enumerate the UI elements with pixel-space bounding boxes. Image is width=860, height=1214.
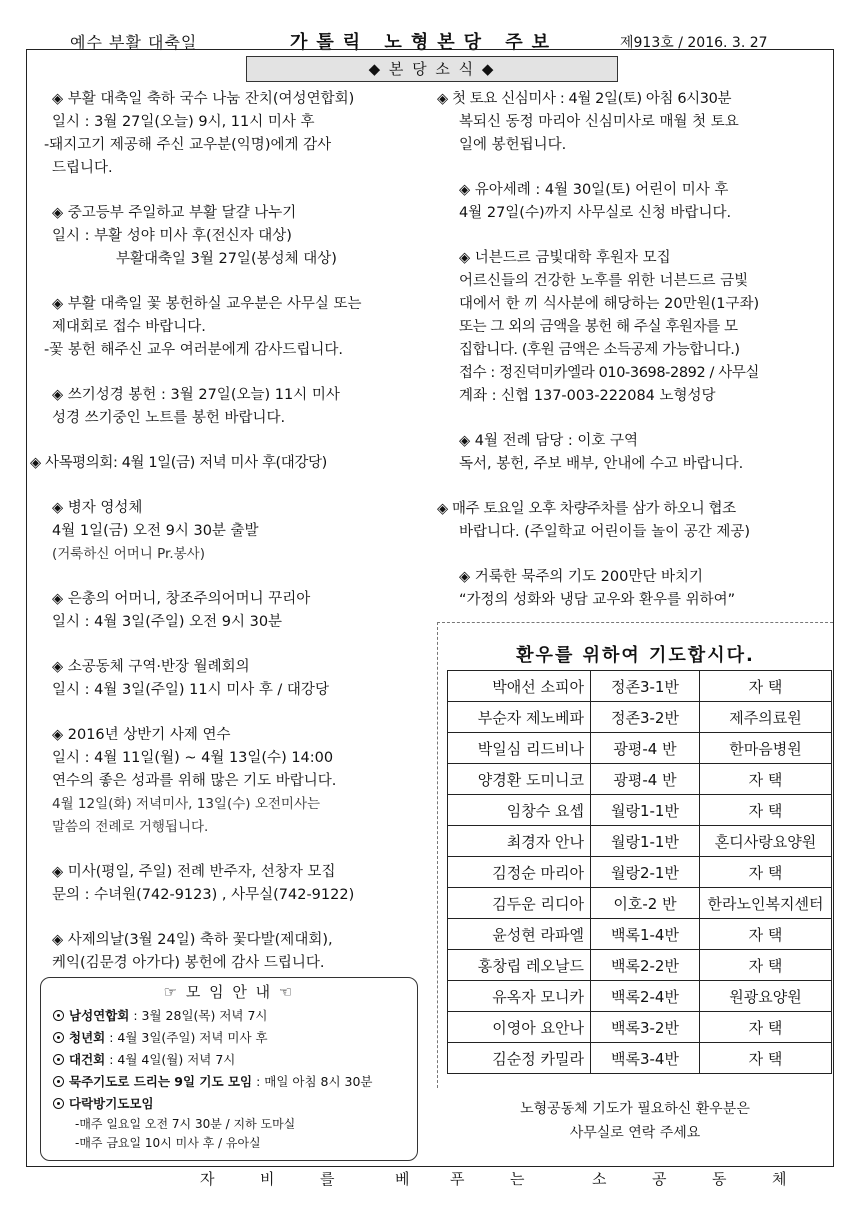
patient-place: 자 택	[700, 764, 832, 795]
meeting-line	[41, 1049, 417, 1071]
table-row	[448, 1012, 832, 1043]
motto-char: 공	[652, 1170, 667, 1188]
bullet-icon	[53, 1054, 64, 1065]
patient-footer	[437, 1097, 833, 1145]
table-row	[448, 981, 832, 1012]
patient-place: 한마음병원	[700, 733, 832, 764]
patient-place: 제주의료원	[700, 702, 832, 733]
patient-name: 김순정 카밀라	[448, 1043, 591, 1074]
notice-line: 접수 : 정진덕미카엘라 010-3698-2892 / 사무실	[459, 365, 760, 381]
table-row	[448, 764, 832, 795]
notice-item	[30, 656, 430, 702]
notice-heading: ◈ 사제의날(3월 24일) 축하 꽃다발(제대회),	[52, 932, 333, 948]
patient-name: 김두운 리디아	[448, 888, 591, 919]
notice-line: 일에 봉헌됩니다.	[459, 137, 567, 153]
patient-group: 정존3-1반	[591, 671, 700, 702]
table-row	[448, 826, 832, 857]
motto-char: 푸	[450, 1170, 465, 1188]
table-row	[448, 733, 832, 764]
notice-item	[437, 247, 832, 408]
meeting-time: : 4월 3일(주일) 저녁 미사 후	[105, 1030, 268, 1045]
notice-heading: ◈ 4월 전례 담당 : 이호 구역	[459, 433, 638, 449]
bullet-icon	[53, 1032, 64, 1043]
notice-heading: ◈ 첫 토요 신심미사 : 4월 2일(토) 아침 6시30분	[437, 91, 732, 107]
patient-name: 윤성현 라파엘	[448, 919, 591, 950]
table-row	[448, 950, 832, 981]
notice-line: 일시 : 3월 27일(오늘) 9시, 11시 미사 후	[52, 114, 315, 130]
motto-char: 비	[260, 1170, 275, 1188]
notice-line: 일시 : 4월 11일(월) ~ 4월 13일(수) 14:00	[52, 750, 334, 766]
notice-line: 일시 : 4월 3일(주일) 오전 9시 30분	[52, 614, 283, 630]
notice-line: 집합니다. (후원 금액은 소득공제 가능합니다.)	[459, 342, 740, 358]
notice-heading: ◈ 2016년 상반기 사제 연수	[52, 727, 231, 743]
patient-group: 백록1-4반	[591, 919, 700, 950]
patient-place: 자 택	[700, 857, 832, 888]
notice-line: 부활대축일 3월 27일(봉성체 대상)	[116, 251, 337, 267]
meeting-label: 다락방기도모임	[69, 1096, 154, 1111]
patient-name: 박일심 리드비나	[448, 733, 591, 764]
notice-line: 말씀의 전례로 거행됩니다.	[52, 819, 209, 835]
notice-item	[30, 88, 430, 180]
right-column	[437, 88, 832, 634]
notice-line: 일시 : 부활 성야 미사 후(전신자 대상)	[52, 228, 292, 244]
table-row	[448, 702, 832, 733]
patient-group: 이호-2 반	[591, 888, 700, 919]
table-row	[448, 919, 832, 950]
meeting-subline: -매주 금요일 10시 미사 후 / 유아실	[75, 1136, 261, 1150]
patient-name: 박애선 소피아	[448, 671, 591, 702]
notice-line: 4월 1일(금) 오전 9시 30분 출발	[52, 523, 259, 539]
meeting-label: 청년회	[69, 1030, 106, 1045]
patient-group: 광평-4 반	[591, 764, 700, 795]
notice-line: 4월 27일(수)까지 사무실로 신청 바랍니다.	[459, 205, 732, 221]
notice-heading: ◈ 소공동체 구역·반장 월례회의	[52, 659, 250, 675]
notice-line: 어르신들의 건강한 노후를 위한 너븐드르 금빛	[459, 273, 749, 289]
patient-group: 백록3-4반	[591, 1043, 700, 1074]
notice-line: 연수의 좋은 성과를 위해 많은 기도 바랍니다.	[52, 773, 337, 789]
notice-heading: ◈ 은총의 어머니, 창조주의어머니 꾸리아	[52, 591, 311, 607]
notice-line: 계좌 : 신협 137-003-222084 노형성당	[459, 388, 716, 404]
patient-place: 자 택	[700, 919, 832, 950]
notice-line: 4월 12일(화) 저녁미사, 13일(수) 오전미사는	[52, 796, 321, 812]
meeting-title: ☞ 모 임 안 내 ☜	[163, 983, 295, 1001]
patient-name: 최경자 안나	[448, 826, 591, 857]
notice-line: (거룩하신 어머니 Pr.봉사)	[52, 546, 205, 562]
patient-name: 임창수 요셉	[448, 795, 591, 826]
notice-line: -꽃 봉헌 해주신 교우 여러분에게 감사드립니다.	[44, 342, 344, 358]
patient-name: 유옥자 모니카	[448, 981, 591, 1012]
motto-char: 소	[592, 1170, 607, 1188]
notice-item	[437, 179, 832, 225]
notice-heading: ◈ 부활 대축일 축하 국수 나눔 잔치(여성연합회)	[52, 91, 355, 107]
table-row	[448, 1043, 832, 1074]
meeting-label: 남성연합회	[69, 1008, 130, 1023]
patient-place: 자 택	[700, 795, 832, 826]
patient-name: 김정순 마리아	[448, 857, 591, 888]
meeting-time: : 4월 4일(월) 저녁 7시	[105, 1052, 236, 1067]
notice-line: 일시 : 4월 3일(주일) 11시 미사 후 / 대강당	[52, 682, 329, 698]
meeting-time: : 매일 아침 8시 30분	[252, 1074, 373, 1089]
meeting-line	[41, 1071, 417, 1093]
left-column	[30, 88, 430, 997]
meeting-label: 대건회	[69, 1052, 106, 1067]
table-row	[448, 671, 832, 702]
notice-item	[30, 929, 430, 975]
notice-line: 복되신 동정 마리아 신심미사로 매월 첫 토요	[459, 114, 739, 130]
notice-item	[30, 724, 430, 839]
meeting-subline: -매주 일요일 오전 7시 30분 / 지하 도마실	[75, 1117, 296, 1131]
table-row	[448, 795, 832, 826]
patient-table	[447, 670, 832, 1074]
notice-item	[30, 293, 430, 362]
motto-char: 동	[712, 1170, 727, 1188]
notice-line: 제대회로 접수 바랍니다.	[52, 319, 206, 335]
notice-heading: ◈ 병자 영성체	[52, 500, 143, 516]
notice-item	[30, 452, 430, 475]
bullet-icon	[53, 1076, 64, 1087]
patient-group: 정존3-2반	[591, 702, 700, 733]
issue-date: 제913호 / 2016. 3. 27	[620, 35, 768, 51]
bullet-icon	[53, 1010, 64, 1021]
section-title: ◆ 본 당 소 식 ◆	[246, 56, 618, 82]
patient-footer-line: 노형공동체 기도가 필요하신 환우분은	[520, 1101, 750, 1117]
patient-group: 월랑1-1반	[591, 826, 700, 857]
meeting-line	[41, 1005, 417, 1027]
notice-line: 바랍니다. (주일학교 어린이들 놀이 공간 제공)	[459, 524, 751, 540]
patient-name: 양경환 도미니코	[448, 764, 591, 795]
notice-item	[30, 588, 430, 634]
notice-heading: ◈ 쓰기성경 봉헌 : 3월 27일(오늘) 11시 미사	[52, 387, 340, 403]
table-row	[448, 857, 832, 888]
patient-group: 백록3-2반	[591, 1012, 700, 1043]
meeting-line	[41, 1027, 417, 1049]
motto-char: 를	[320, 1170, 335, 1188]
motto-char: 체	[772, 1170, 787, 1188]
notice-heading: ◈ 너븐드르 금빛대학 후원자 모집	[459, 250, 671, 266]
feast-name: 예수 부활 대축일	[70, 33, 198, 52]
notice-heading: ◈ 미사(평일, 주일) 전례 반주자, 선창자 모집	[52, 864, 336, 880]
notice-line: 케익(김문경 아가다) 봉헌에 감사 드립니다.	[52, 955, 325, 971]
notice-line: -돼지고기 제공해 주신 교우분(익명)에게 감사	[44, 137, 332, 153]
patient-group: 백록2-2반	[591, 950, 700, 981]
patient-place: 자 택	[700, 671, 832, 702]
notice-item	[30, 384, 430, 430]
notice-line: 문의 : 수녀원(742-9123) , 사무실(742-9122)	[52, 887, 355, 903]
notice-heading: ◈ 거룩한 묵주의 기도 200만단 바치기	[459, 569, 703, 585]
notice-line: 성경 쓰기중인 노트를 봉헌 바랍니다.	[52, 410, 286, 426]
meeting-lines	[41, 1005, 417, 1153]
patient-name: 부순자 제노베파	[448, 702, 591, 733]
notice-item	[30, 202, 430, 271]
bulletin-title: 가톨릭 노형본당 주보	[290, 32, 559, 53]
patient-title: 환우를 위하여 기도합시다.	[516, 645, 755, 666]
notice-line: 또는 그 외의 금액을 봉헌 해 주실 후원자를 모	[459, 319, 738, 335]
patient-place: 한라노인복지센터	[700, 888, 832, 919]
patient-group: 광평-4 반	[591, 733, 700, 764]
patient-place: 원광요양원	[700, 981, 832, 1012]
notice-line: 드립니다.	[52, 160, 113, 176]
notice-heading: ◈ 유아세례 : 4월 30일(토) 어린이 미사 후	[459, 182, 729, 198]
notice-item	[437, 88, 832, 157]
patient-group: 월랑2-1반	[591, 857, 700, 888]
meeting-label: 묵주기도로 드리는 9일 기도 모임	[69, 1074, 253, 1089]
notice-heading: ◈ 중고등부 주일하교 부활 달걀 나누기	[52, 205, 297, 221]
table-row	[448, 888, 832, 919]
notice-item	[437, 566, 832, 612]
motto-char: 베	[395, 1170, 410, 1188]
notice-heading: ◈ 매주 토요일 오후 차량주차를 삼가 하오니 협조	[437, 501, 736, 517]
notice-line: “가정의 성화와 냉담 교우와 환우를 위하여”	[459, 592, 736, 608]
patient-footer-line: 사무실로 연락 주세요	[569, 1125, 701, 1141]
motto-char: 자	[200, 1170, 215, 1188]
patient-name: 이영아 요안나	[448, 1012, 591, 1043]
patient-place: 자 택	[700, 1012, 832, 1043]
patient-group: 월랑1-1반	[591, 795, 700, 826]
notice-line: 대에서 한 끼 식사분에 해당하는 20만원(1구좌)	[459, 296, 760, 312]
notice-item	[437, 498, 832, 544]
patient-place: 혼디사랑요양원	[700, 826, 832, 857]
notice-heading: ◈ 사목평의회: 4월 1일(금) 저녁 미사 후(대강당)	[30, 455, 327, 471]
notice-item	[437, 430, 832, 476]
notice-line: 독서, 봉헌, 주보 배부, 안내에 수고 바랍니다.	[459, 456, 744, 472]
patient-section	[437, 622, 833, 1088]
motto-char: 는	[510, 1170, 525, 1188]
patient-group: 백록2-4반	[591, 981, 700, 1012]
meeting-line	[41, 1093, 417, 1115]
notice-heading: ◈ 부활 대축일 꽃 봉헌하실 교우분은 사무실 또는	[52, 296, 362, 312]
notice-item	[30, 861, 430, 907]
notice-item	[30, 497, 430, 566]
patient-place: 자 택	[700, 950, 832, 981]
patient-place: 자 택	[700, 1043, 832, 1074]
patient-name: 홍창립 레오날드	[448, 950, 591, 981]
meeting-box	[40, 977, 418, 1161]
bullet-icon	[53, 1098, 64, 1109]
meeting-time: : 3월 28일(목) 저녁 7시	[129, 1008, 268, 1023]
